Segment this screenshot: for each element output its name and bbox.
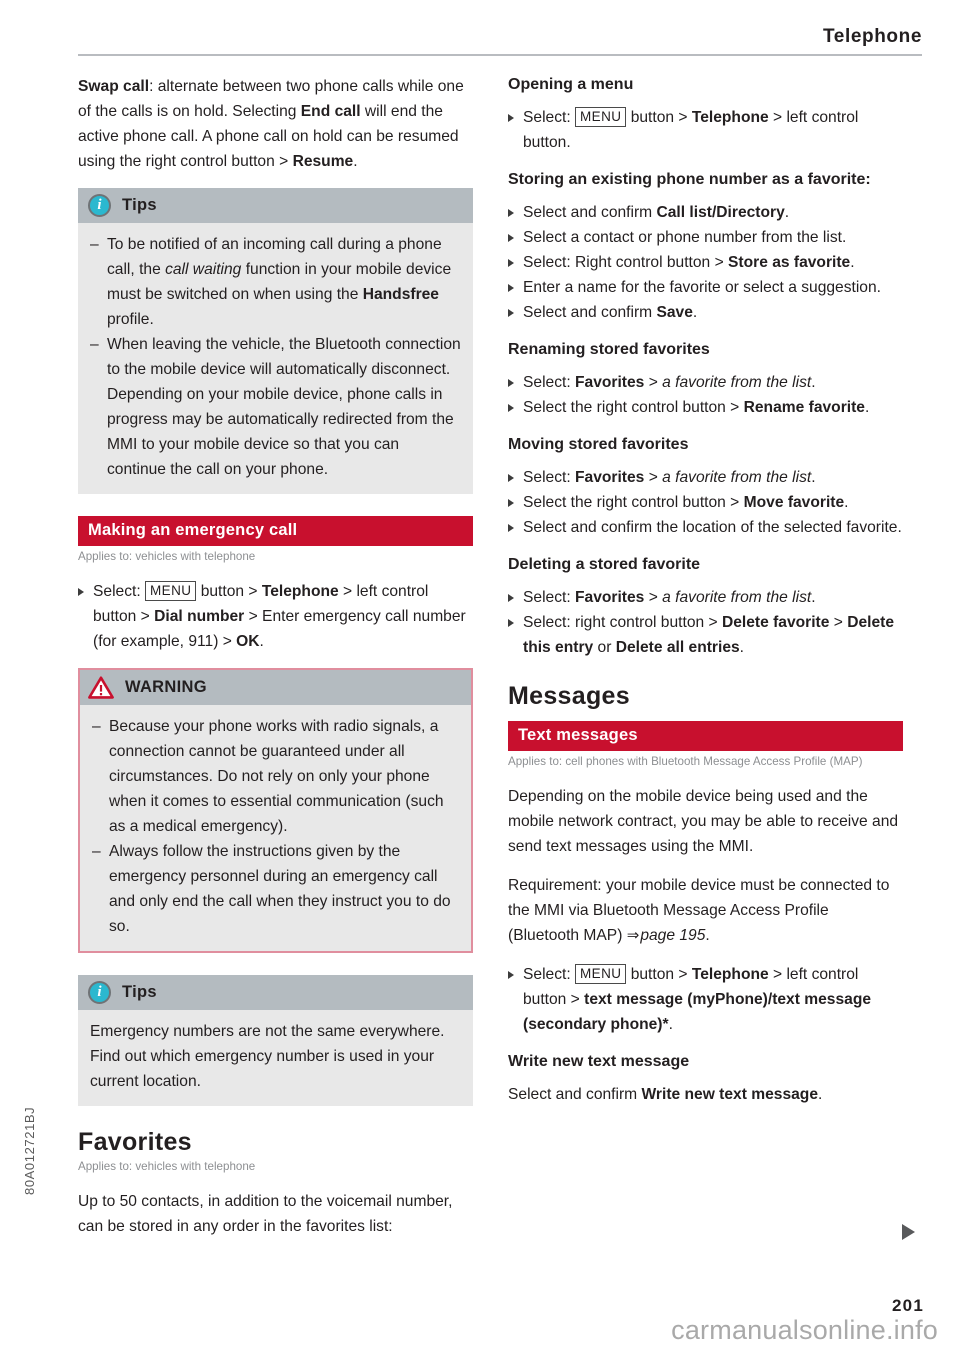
watermark: carmanualsonline.info	[671, 1315, 938, 1345]
step-text-5: .	[259, 633, 264, 650]
handsfree-term: Handsfree	[362, 286, 439, 303]
swap-call-text-1: : alternate between two phone calls while one of the calls is on hold. Selecting	[78, 78, 464, 120]
favorite-from-list-term: a favorite from the list	[662, 469, 812, 486]
continuation-arrow-icon	[902, 1224, 915, 1240]
step-item	[508, 250, 903, 275]
favorite-from-list-term: a favorite from the list	[662, 589, 812, 606]
step-text-end: .	[811, 589, 816, 606]
step-text-end: .	[844, 494, 849, 511]
write-new-text-message-term: Write new text message	[641, 1086, 818, 1103]
menu-key-icon: MENU	[575, 964, 626, 984]
emergency-call-redbar: Making an emergency call	[78, 516, 473, 546]
favorites-term: Favorites	[575, 374, 645, 391]
end-call-term: End call	[300, 103, 361, 120]
renaming-favorites-heading: Renaming stored favorites	[508, 341, 710, 358]
step-or: or	[593, 639, 616, 656]
step-text: Select:	[523, 374, 576, 391]
favorites-heading: Favorites	[78, 1128, 192, 1156]
step-text-end: .	[811, 469, 816, 486]
swap-call-term: Swap call	[78, 78, 150, 95]
step-text-end: .	[739, 639, 745, 656]
step-text-3: > left control button.	[523, 109, 859, 151]
cross-reference-arrow-icon: ⇒	[626, 927, 640, 944]
step-text: Select and confirm	[523, 304, 657, 321]
step-item	[508, 300, 903, 325]
menu-key-icon: MENU	[145, 581, 196, 601]
running-head	[78, 26, 922, 56]
step-item	[508, 465, 903, 490]
tips-box-body	[78, 1010, 473, 1106]
step-text: Select the right control button >	[523, 399, 744, 416]
step-text: Select a contact or phone number from the list.	[523, 229, 847, 246]
tips-box-calls	[78, 188, 473, 494]
tips-box-title: Tips	[122, 983, 157, 1001]
moving-favorites-heading: Moving stored favorites	[508, 436, 689, 453]
step-text-end: .	[668, 1016, 673, 1033]
step-text: Select the right control button >	[523, 494, 744, 511]
info-icon: i	[88, 981, 111, 1004]
requirement-text: Requirement: your mobile device must be connected to the MMI via Bluetooth Message Access Profile (Bluetooth MAP)	[508, 877, 890, 944]
text-messages-applies-to: Applies to: cell phones with Bluetooth Message Access Profile (MAP)	[508, 755, 863, 768]
delete-favorite-term: Delete favorite	[721, 614, 830, 631]
tips-list-item	[90, 332, 461, 482]
step-item	[508, 395, 903, 420]
tip-text-3: profile.	[107, 311, 154, 328]
step-text-1: Select:	[523, 966, 576, 983]
write-message-step	[508, 1082, 903, 1107]
call-waiting-term: call waiting	[165, 261, 242, 278]
warning-list-item: – Because your phone works with radio signals, a connection cannot be guaranteed under all circumstances. Do not rely on only your phone when it comes to essential communication (such as a medical emergency).	[92, 714, 459, 839]
tips-box-header	[78, 975, 473, 1010]
step-text-end: .	[784, 204, 790, 221]
tip-text-4: When leaving the vehicle, the Bluetooth connection to the mobile device will automatically disconnect. Depending on your mobile device, phone calls in progress may be automatically redirected from the MMI to your mobile device so that you can continue the call on your phone.	[107, 336, 461, 478]
renaming-favorites-steps	[508, 370, 903, 420]
step-text-end: .	[864, 399, 870, 416]
save-term: Save	[656, 304, 693, 321]
delete-this-entry-term: Delete this entry	[523, 614, 894, 656]
step-text-1: Select:	[523, 109, 576, 126]
deleting-favorite-steps	[508, 585, 903, 660]
running-head-title: Telephone	[823, 26, 922, 47]
warning-list-item: – Always follow the instructions given by the emergency personnel during an emergency call and only end the call when they instruct you to do so.	[92, 839, 459, 939]
step-item	[508, 105, 903, 155]
messages-steps	[508, 962, 903, 1037]
page-number: 201	[892, 1296, 924, 1315]
step-sep: >	[644, 469, 663, 486]
requirement-text-end: .	[705, 927, 710, 944]
step-item	[508, 370, 903, 395]
step-item	[508, 585, 903, 610]
step-text: Select: Right control button >	[523, 254, 729, 271]
step-text-2: button >	[626, 966, 692, 983]
step-item	[508, 225, 903, 250]
swap-call-text-3: .	[353, 153, 358, 170]
step-text-4: > Enter emergency call number (for example, 911) >	[93, 608, 466, 650]
favorites-term: Favorites	[575, 589, 645, 606]
telephone-term: Telephone	[691, 966, 769, 983]
messages-requirement	[508, 873, 903, 948]
telephone-term: Telephone	[691, 109, 769, 126]
step-item	[508, 962, 903, 1037]
step-item	[508, 610, 903, 660]
swap-call-text-2: will end the active phone call. A phone call on hold can be resumed using the right control button >	[78, 103, 459, 170]
emergency-steps-list	[78, 579, 473, 654]
document-code: 80A012721BJ	[22, 1106, 37, 1195]
page-reference-link[interactable]: page 195	[640, 927, 706, 944]
warning-box-header	[80, 670, 471, 705]
resume-term: Resume	[292, 153, 354, 170]
tips-box-emergency	[78, 975, 473, 1106]
favorites-term: Favorites	[575, 469, 645, 486]
right-column	[508, 74, 903, 1121]
tips-list	[90, 232, 461, 482]
step-text-2: button >	[626, 109, 692, 126]
opening-menu-heading: Opening a menu	[508, 76, 634, 93]
favorite-from-list-term: a favorite from the list	[662, 374, 812, 391]
call-list-term: Call list/Directory	[656, 204, 785, 221]
step-sep: >	[829, 614, 848, 631]
favorites-applies-to: Applies to: vehicles with telephone	[78, 1160, 256, 1173]
storing-favorite-steps	[508, 200, 903, 325]
text-messages-redbar: Text messages	[508, 721, 903, 751]
write-step-text-end: .	[818, 1086, 823, 1103]
tips-text: Emergency numbers are not the same everywhere. Find out which emergency number is used in your current location.	[90, 1023, 445, 1090]
tips-box-body	[78, 223, 473, 494]
step-text: Select and confirm	[523, 204, 657, 221]
tips-list-item	[90, 232, 461, 332]
step-text-1: Select: right control button >	[523, 614, 722, 631]
ok-term: OK	[236, 633, 260, 650]
step-text: Enter a name for the favorite or select a suggestion.	[523, 279, 881, 296]
step-text: Select:	[523, 589, 576, 606]
swap-call-paragraph	[78, 74, 473, 174]
step-item	[508, 275, 903, 300]
opening-menu-steps	[508, 105, 903, 155]
step-text-1: Select:	[93, 583, 146, 600]
write-step-text: Select and confirm	[508, 1086, 642, 1103]
step-text-3: > left control button >	[93, 583, 429, 625]
warning-list	[92, 714, 459, 939]
step-text-end: .	[692, 304, 698, 321]
moving-favorites-steps	[508, 465, 903, 540]
step-text-3: > left control button >	[523, 966, 859, 1008]
delete-all-entries-term: Delete all entries	[615, 639, 740, 656]
telephone-term: Telephone	[261, 583, 339, 600]
step-text: Select:	[523, 469, 576, 486]
step-sep: >	[644, 374, 663, 391]
info-icon: i	[88, 194, 111, 217]
dial-number-term: Dial number	[154, 608, 245, 625]
header-divider	[78, 54, 922, 56]
step-text: Select and confirm the location of the selected favorite.	[523, 519, 902, 536]
step-item	[508, 515, 903, 540]
warning-box-title: WARNING	[125, 678, 207, 696]
step-item	[508, 200, 903, 225]
messages-heading: Messages	[508, 682, 630, 710]
tips-box-title: Tips	[122, 196, 157, 214]
tips-box-header	[78, 188, 473, 223]
warning-triangle-icon	[88, 676, 114, 699]
menu-key-icon: MENU	[575, 107, 626, 127]
tip-text-1: To be notified of an incoming call during a phone call, the	[107, 236, 442, 278]
tip-text-2: function in your mobile device must be switched on when using the	[107, 261, 452, 303]
warning-box-body	[80, 705, 471, 951]
emergency-call-section	[78, 516, 473, 654]
text-message-menu-term: text message (myPhone)/text message (secondary phone)*	[523, 991, 872, 1033]
step-text-end: .	[811, 374, 816, 391]
favorites-paragraph: Up to 50 contacts, in addition to the voicemail number, can be stored in any order in the favorites list:	[78, 1193, 453, 1235]
storing-favorite-heading: Storing an existing phone number as a favorite:	[508, 171, 871, 188]
rename-favorite-term: Rename favorite	[743, 399, 865, 416]
step-item	[78, 579, 473, 654]
warning-box	[78, 668, 473, 953]
move-favorite-term: Move favorite	[743, 494, 845, 511]
left-column	[78, 74, 473, 1253]
step-item	[508, 490, 903, 515]
emergency-applies-to: Applies to: vehicles with telephone	[78, 550, 256, 563]
store-as-favorite-term: Store as favorite	[728, 254, 851, 271]
deleting-favorite-heading: Deleting a stored favorite	[508, 556, 701, 573]
step-sep: >	[644, 589, 663, 606]
messages-paragraph-1: Depending on the mobile device being used and the mobile network contract, you may be able to receive and send text messages using the MMI.	[508, 788, 899, 855]
write-message-heading: Write new text message	[508, 1053, 690, 1070]
step-text-end: .	[850, 254, 855, 271]
step-text-2: button >	[196, 583, 262, 600]
